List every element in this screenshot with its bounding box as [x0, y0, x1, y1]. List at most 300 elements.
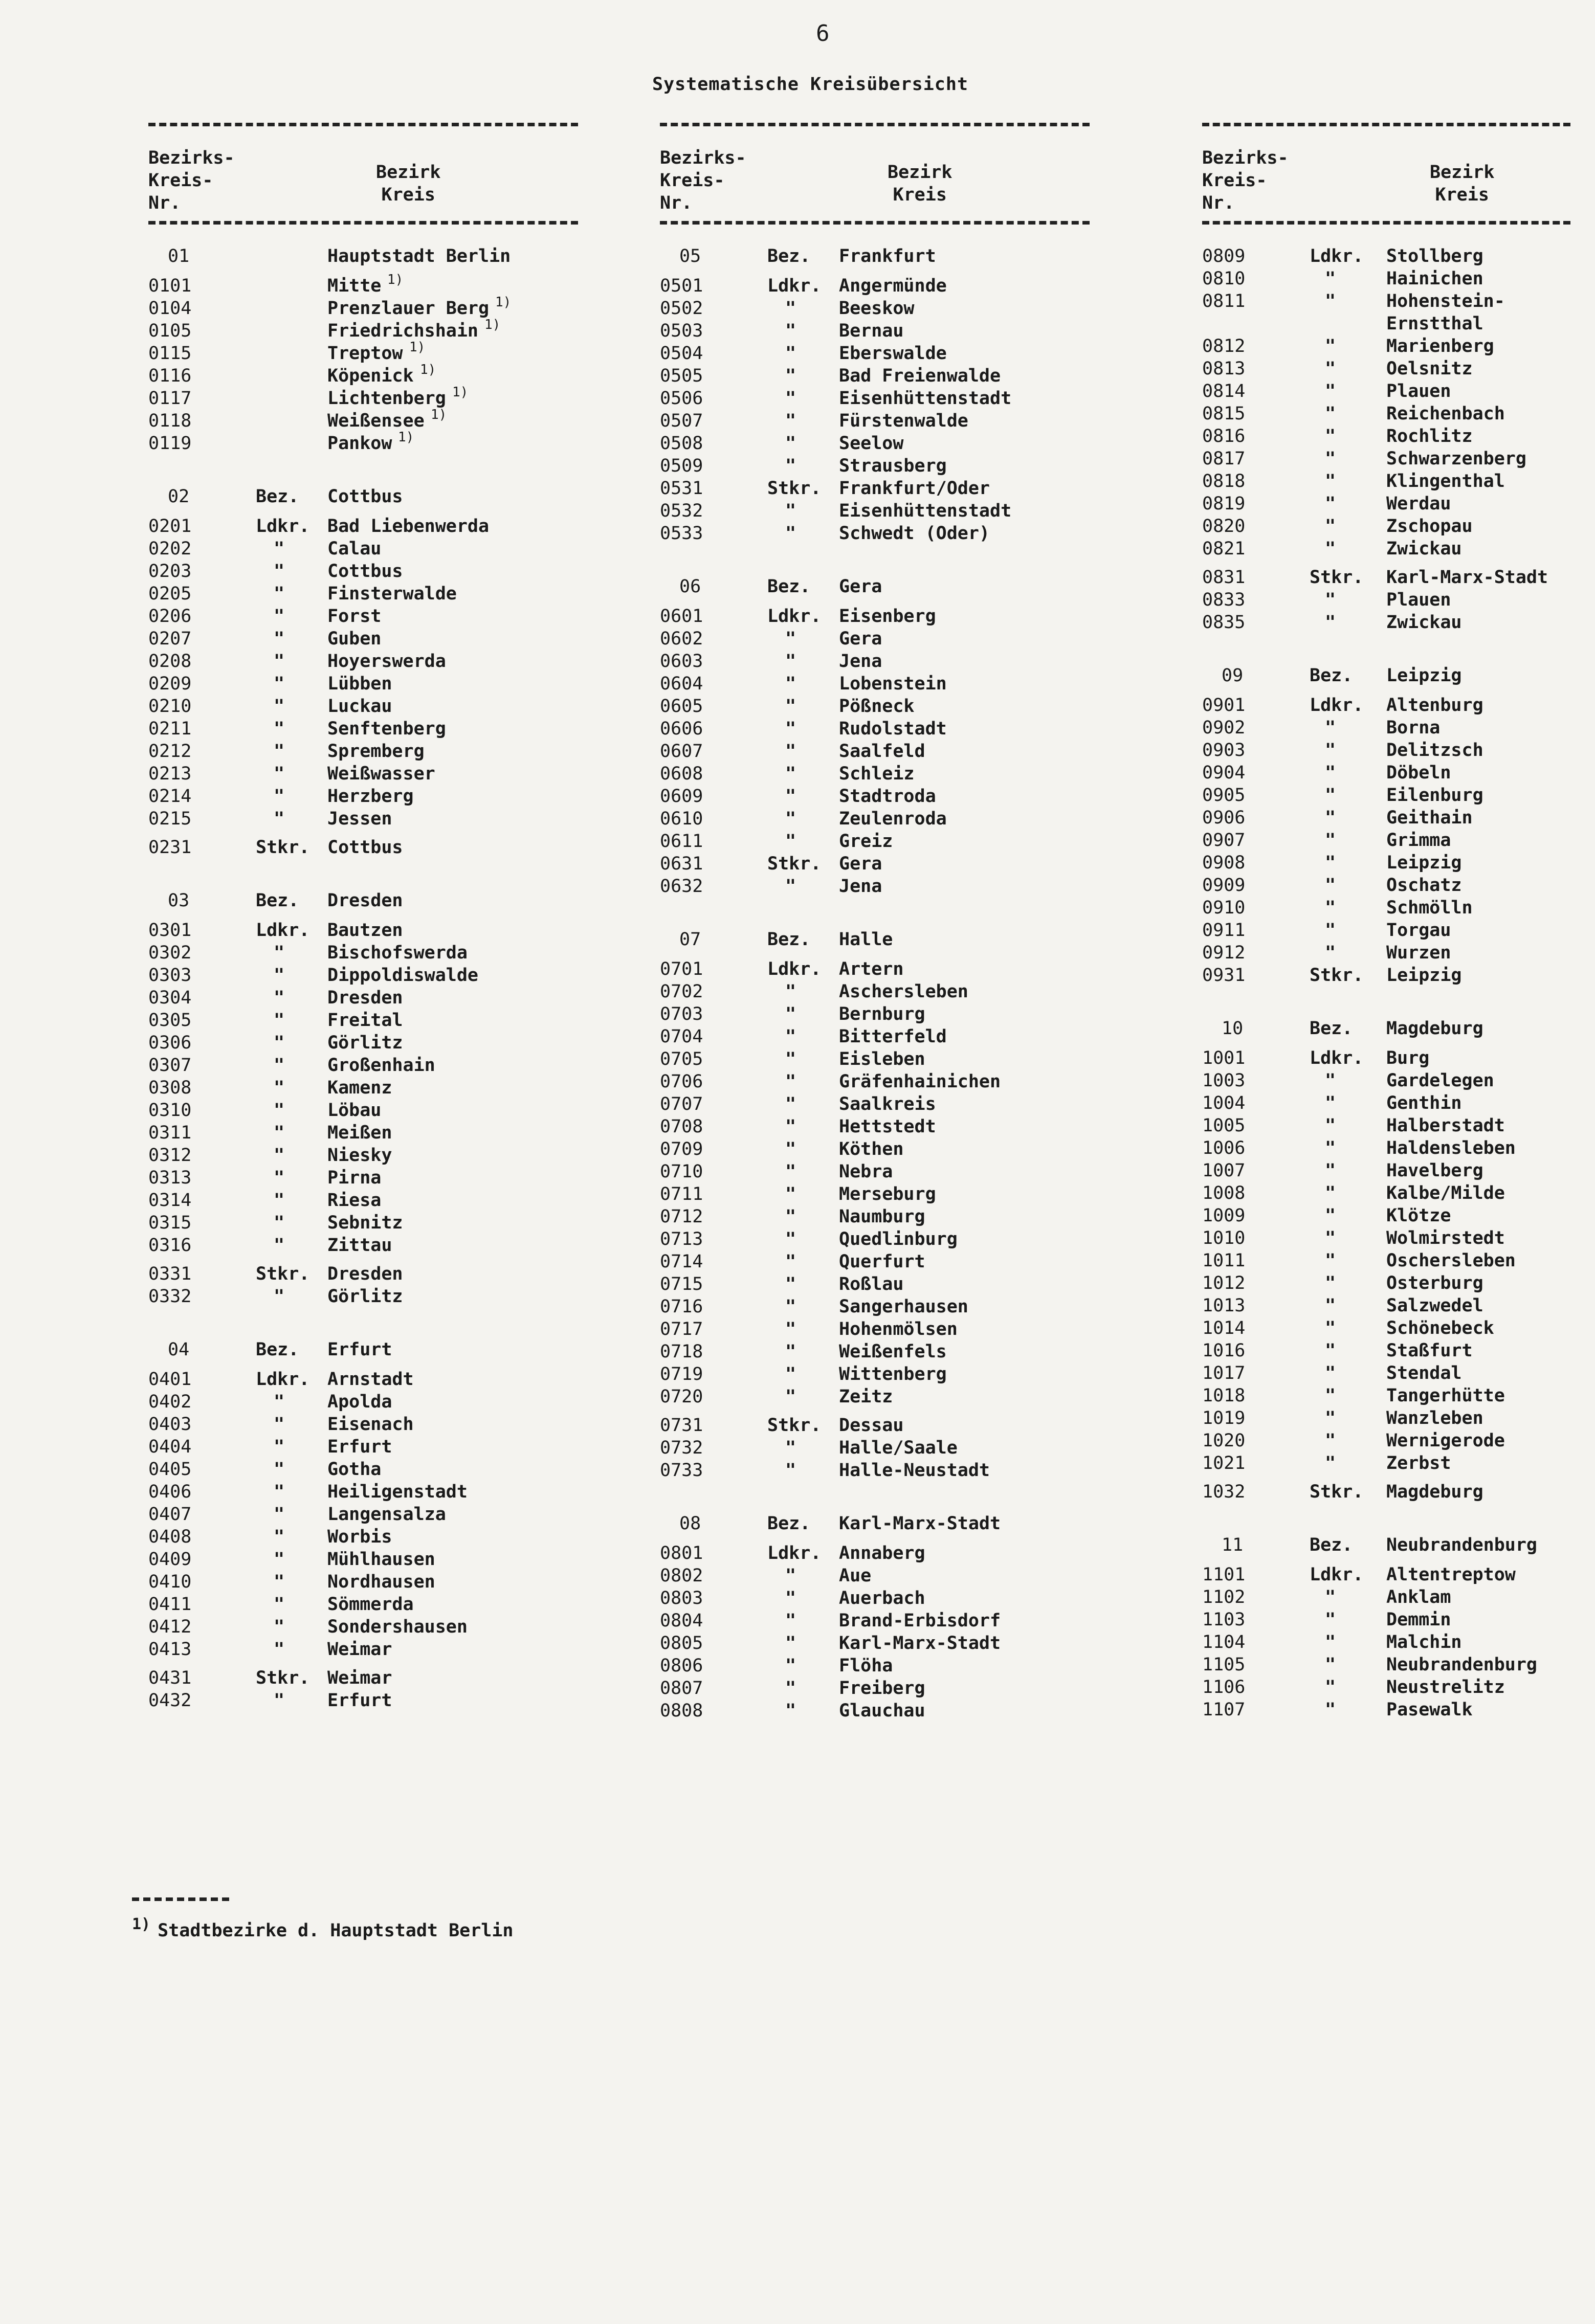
district-type: Ldkr. [256, 920, 310, 941]
district-type: " [785, 1139, 796, 1159]
district-code: 0907 [1202, 830, 1246, 851]
district-name: Karl-Marx-Stadt [839, 1513, 1001, 1534]
district-name: Treptow [327, 343, 403, 364]
district-name: Eisenhüttenstadt [839, 388, 1012, 409]
district-name: Werdau [1386, 494, 1451, 514]
district-name: Brand-Erbisdorf [839, 1611, 1001, 1631]
district-code: 0203 [148, 561, 192, 582]
district-code: 02 [168, 486, 190, 507]
district-name: Karl-Marx-Stadt [1386, 567, 1548, 588]
district-name: Staßfurt [1386, 1340, 1473, 1361]
district-code: 0606 [660, 719, 703, 739]
district-name: Pasewalk [1386, 1700, 1473, 1720]
district-type: " [1325, 1677, 1336, 1697]
district-name: Pirna [327, 1168, 382, 1188]
district-code: 0601 [660, 606, 703, 627]
district-code: 0733 [660, 1460, 703, 1481]
district-type: " [785, 1094, 796, 1114]
district-name: Guben [327, 629, 382, 649]
district-code: 0909 [1202, 875, 1246, 896]
kreis-row [660, 605, 1090, 628]
kreis-row [1202, 1047, 1570, 1069]
district-name: Zwickau [1386, 539, 1462, 559]
district-code: 0608 [660, 764, 703, 784]
district-type: " [785, 786, 796, 807]
kreis-row [660, 1003, 1090, 1025]
district-type: " [1325, 1160, 1336, 1181]
district-code: 1106 [1202, 1677, 1246, 1697]
kreis-row [148, 740, 578, 763]
district-code: 0731 [660, 1415, 703, 1436]
kreis-row [660, 808, 1090, 830]
kreis-row [1202, 874, 1570, 897]
kreis-row [660, 522, 1090, 545]
kreis-row [1202, 1362, 1570, 1384]
district-type: " [274, 1123, 285, 1143]
district-code: 0807 [660, 1678, 703, 1699]
kreis-row [1202, 611, 1570, 634]
district-code: 0706 [660, 1071, 703, 1092]
district-type: " [274, 764, 285, 784]
district-type: Stkr. [767, 1415, 822, 1436]
kreis-row [660, 1437, 1090, 1459]
kreis-row [148, 1032, 578, 1054]
district-type: " [1325, 1610, 1336, 1630]
bezirk-row [660, 245, 1090, 267]
district-type: " [785, 321, 796, 341]
district-code: 0307 [148, 1055, 192, 1076]
footnote-reference: 1) [387, 272, 404, 287]
district-name: Schwedt (Oder) [839, 523, 990, 544]
district-code: 0431 [148, 1668, 192, 1688]
district-name: Gotha [327, 1459, 382, 1480]
district-name: Leipzig [1386, 965, 1462, 986]
district-name: Wernigerode [1386, 1431, 1505, 1451]
kreis-row [660, 1459, 1090, 1482]
bezirk-row [660, 1512, 1090, 1535]
kreis-row [660, 1565, 1090, 1587]
district-code: 1107 [1202, 1700, 1246, 1720]
district-type: " [785, 651, 796, 672]
district-type: " [274, 1504, 285, 1525]
district-type: " [1325, 1318, 1336, 1338]
district-code: 1105 [1202, 1655, 1246, 1675]
district-name: Schwarzenberg [1386, 449, 1526, 469]
bezirk-row [148, 245, 578, 267]
district-code: 0231 [148, 837, 192, 858]
district-type: " [274, 809, 285, 829]
kreis-row [148, 808, 578, 830]
district-code: 0202 [148, 539, 192, 559]
kreis-row [1202, 1182, 1570, 1204]
kreis-row [148, 1099, 578, 1122]
kreis-row [148, 1144, 578, 1167]
district-type: Ldkr. [767, 1543, 822, 1563]
header-name-line: Bezirk [1430, 162, 1495, 183]
district-code: 01 [168, 246, 190, 266]
kreis-row [148, 1212, 578, 1234]
district-name: Sebnitz [327, 1213, 403, 1233]
district-name: Bernburg [839, 1004, 925, 1024]
district-code: 0809 [1202, 246, 1246, 266]
kreis-row [1202, 1563, 1570, 1586]
kreis-row [660, 1160, 1090, 1183]
district-code: 0503 [660, 321, 703, 341]
district-type: Ldkr. [767, 959, 822, 979]
kreis-row [1202, 1249, 1570, 1272]
district-name: Sondershausen [327, 1617, 468, 1637]
district-code: 0116 [148, 366, 192, 386]
district-code: 0711 [660, 1184, 703, 1204]
district-code: 0804 [660, 1611, 703, 1631]
kreis-row [660, 1587, 1090, 1610]
district-code: 03 [168, 890, 190, 911]
kreis-row [1202, 1272, 1570, 1294]
footnote-rule [132, 1897, 229, 1901]
district-code: 0816 [1202, 426, 1246, 446]
district-code: 0501 [660, 276, 703, 296]
district-code: 0314 [148, 1190, 192, 1211]
header-name-label [1430, 161, 1494, 206]
district-code: 1007 [1202, 1160, 1246, 1181]
kreis-row [660, 1025, 1090, 1048]
kreis-row [148, 1638, 578, 1661]
kreis-row [660, 387, 1090, 410]
district-name: Zeulenroda [839, 809, 947, 829]
district-name: Gera [839, 629, 882, 649]
kreis-row [148, 1122, 578, 1144]
kreis-row [148, 836, 578, 859]
district-type: " [785, 1319, 796, 1339]
kreis-row [660, 320, 1090, 342]
district-name: Plauen [1386, 590, 1451, 610]
kreis-row [148, 673, 578, 695]
district-name: Frankfurt/Oder [839, 478, 990, 499]
kreis-row [148, 695, 578, 718]
header-rule-top [1202, 123, 1570, 126]
district-type: Stkr. [1310, 1482, 1364, 1502]
district-type: " [785, 1161, 796, 1182]
district-code: 1017 [1202, 1363, 1246, 1383]
district-code: 0205 [148, 584, 192, 604]
district-code: 0817 [1202, 449, 1246, 469]
district-type: " [785, 1004, 796, 1024]
kreis-row [148, 1689, 578, 1712]
district-code: 0508 [660, 433, 703, 454]
district-type: " [274, 584, 285, 604]
district-type: " [274, 1639, 285, 1660]
district-name: Zwickau [1386, 612, 1462, 633]
district-code: 1019 [1202, 1408, 1246, 1428]
footnote-reference: 1) [409, 340, 426, 355]
kreis-row [660, 1205, 1090, 1228]
district-code: 0806 [660, 1656, 703, 1676]
bezirk-row [148, 889, 578, 912]
district-code: 1011 [1202, 1250, 1246, 1271]
district-type: " [785, 1633, 796, 1653]
district-code: 0602 [660, 629, 703, 649]
district-type: " [1325, 359, 1336, 379]
district-name: Aschersleben [839, 981, 968, 1002]
kreis-row [660, 1363, 1090, 1386]
district-name: Löbau [327, 1100, 382, 1121]
kreis-row [660, 275, 1090, 297]
kreis-row [660, 1700, 1090, 1722]
district-name: Seelow [839, 433, 904, 454]
district-name: Spremberg [327, 741, 425, 762]
kreis-row [660, 1655, 1090, 1677]
kreis-row [1202, 493, 1570, 515]
district-name: Senftenberg [327, 719, 446, 739]
district-type: Ldkr. [1310, 695, 1364, 716]
column-2 [660, 123, 1090, 1722]
kreis-row [148, 919, 578, 942]
district-name: Halle/Saale [839, 1438, 958, 1458]
district-name: Neubrandenburg [1386, 1655, 1538, 1675]
district-name: Hoyerswerda [327, 651, 446, 672]
district-type: Bez. [767, 576, 811, 597]
district-type: " [274, 629, 285, 649]
district-name: Angermünde [839, 276, 947, 296]
district-type: " [274, 1482, 285, 1502]
district-code: 1013 [1202, 1295, 1246, 1316]
district-code: 0412 [148, 1617, 192, 1637]
header-rule-top [660, 123, 1090, 126]
district-code: 0715 [660, 1274, 703, 1294]
district-name: Artern [839, 959, 904, 979]
district-name: Worbis [327, 1527, 392, 1547]
district-type: Ldkr. [256, 516, 310, 537]
kreis-row [660, 1632, 1090, 1655]
kreis-row [660, 673, 1090, 695]
district-name: Plauen [1386, 381, 1451, 401]
district-name: Neubrandenburg [1386, 1535, 1538, 1555]
kreis-row [148, 1571, 578, 1593]
district-name: Nebra [839, 1161, 893, 1182]
kreis-row [660, 1610, 1090, 1632]
district-code: 0717 [660, 1319, 703, 1339]
district-name: Köthen [839, 1139, 904, 1159]
kreis-row [148, 942, 578, 964]
district-name: Demmin [1386, 1610, 1451, 1630]
kreis-row [1202, 762, 1570, 784]
district-type: Bez. [767, 1513, 811, 1534]
district-name: Dresden [327, 1264, 403, 1284]
district-code: 0812 [1202, 336, 1246, 356]
district-code: 0214 [148, 786, 192, 807]
district-name: Altenburg [1386, 695, 1483, 716]
district-name: Anklam [1386, 1587, 1451, 1607]
kreis-row [148, 785, 578, 808]
kreis-row [148, 1285, 578, 1308]
district-type: " [1325, 404, 1336, 424]
district-code: 0811 [1202, 291, 1246, 311]
district-name: Wolmirstedt [1386, 1228, 1505, 1248]
district-code: 0303 [148, 965, 192, 986]
kreis-row [1202, 515, 1570, 538]
kreis-row [660, 1048, 1090, 1070]
district-type: " [785, 1229, 796, 1249]
district-code: 1016 [1202, 1340, 1246, 1361]
footnote [132, 1915, 514, 1941]
kreis-row [148, 1077, 578, 1099]
district-type: Bez. [1310, 1535, 1353, 1555]
district-name: Luckau [327, 696, 392, 717]
district-name: Nordhausen [327, 1572, 435, 1592]
district-code: 0605 [660, 696, 703, 717]
footnote-mark: 1) [132, 1915, 151, 1933]
kreis-row [148, 407, 578, 432]
kreis-row [1202, 425, 1570, 448]
district-name: Oschersleben [1386, 1250, 1516, 1271]
district-code: 1101 [1202, 1565, 1246, 1585]
district-type: " [785, 629, 796, 649]
kreis-row [660, 1183, 1090, 1205]
kreis-row [1202, 897, 1570, 919]
district-type: Stkr. [256, 1264, 310, 1284]
district-type: " [785, 809, 796, 829]
kreis-row [1202, 1092, 1570, 1114]
district-type: " [1325, 1273, 1336, 1293]
district-type: " [274, 1617, 285, 1637]
district-name: Niesky [327, 1145, 392, 1166]
kreis-row [1202, 1429, 1570, 1452]
district-code: 0213 [148, 764, 192, 784]
district-code: 0208 [148, 651, 192, 672]
district-code: 0432 [148, 1690, 192, 1711]
district-code: 0215 [148, 809, 192, 829]
district-code: 1032 [1202, 1482, 1246, 1502]
column-3 [1202, 123, 1570, 1721]
district-type: " [1325, 1205, 1336, 1226]
district-name: Osterburg [1386, 1273, 1483, 1293]
district-name: Mitte [327, 276, 382, 296]
district-type: " [785, 1026, 796, 1047]
district-name: Leipzig [1386, 853, 1462, 873]
district-code: 0815 [1202, 404, 1246, 424]
kreis-row [1202, 1114, 1570, 1137]
district-code: 0732 [660, 1438, 703, 1458]
district-code: 0705 [660, 1049, 703, 1069]
district-type: " [1325, 291, 1336, 311]
district-name: Riesa [327, 1190, 382, 1211]
district-name: Jena [839, 651, 882, 672]
district-type: " [274, 741, 285, 762]
district-type: " [785, 1116, 796, 1137]
kreis-row [148, 1368, 578, 1391]
district-type: " [785, 1460, 796, 1481]
district-code: 0401 [148, 1369, 192, 1390]
kreis-row [148, 1458, 578, 1481]
district-name: Leipzig [1386, 665, 1462, 686]
district-code: 10 [1222, 1018, 1244, 1039]
district-code: 0911 [1202, 920, 1246, 941]
district-type: " [1325, 1070, 1336, 1091]
footnote-reference: 1) [484, 317, 501, 332]
district-code: 1103 [1202, 1610, 1246, 1630]
header-name-label [376, 161, 440, 206]
kreis-row [1202, 1384, 1570, 1407]
district-type: " [274, 1414, 285, 1435]
kreis-row [660, 500, 1090, 522]
district-code: 07 [679, 929, 701, 950]
kreis-row [1202, 290, 1570, 312]
district-name: Ernstthal [1386, 314, 1483, 334]
kreis-row [1202, 1608, 1570, 1631]
kreis-row [1202, 1586, 1570, 1608]
district-type: Ldkr. [1310, 1565, 1364, 1585]
district-code: 1008 [1202, 1183, 1246, 1203]
district-code: 0305 [148, 1010, 192, 1031]
district-type: " [785, 1387, 796, 1407]
district-type: " [785, 523, 796, 544]
district-type: " [785, 1297, 796, 1317]
district-type: " [1325, 943, 1336, 963]
district-type: " [785, 1588, 796, 1608]
district-code: 0509 [660, 456, 703, 476]
kreis-row [1202, 470, 1570, 493]
kreis-row [148, 964, 578, 987]
header-name-line: Bezirk [888, 162, 952, 183]
district-code: 0835 [1202, 612, 1246, 633]
district-code: 0413 [148, 1639, 192, 1660]
district-name: Arnstadt [327, 1369, 414, 1390]
footnote-reference: 1) [420, 362, 436, 377]
district-name: Salzwedel [1386, 1295, 1483, 1316]
district-type: " [785, 1342, 796, 1362]
kreis-row [660, 1542, 1090, 1565]
district-name: Hauptstadt Berlin [327, 246, 511, 266]
header-number-label [148, 147, 235, 214]
district-code: 1104 [1202, 1632, 1246, 1652]
kreis-row [660, 297, 1090, 320]
kreis-row [660, 1228, 1090, 1250]
kreis-row [1202, 403, 1570, 425]
district-name: Auerbach [839, 1588, 925, 1608]
kreis-row [148, 1616, 578, 1638]
kreis-row [148, 272, 578, 297]
kreis-row [148, 1503, 578, 1526]
district-type: " [1325, 1340, 1336, 1361]
district-code: 0710 [660, 1161, 703, 1182]
district-name: Hohenmölsen [839, 1319, 958, 1339]
kreis-row [660, 477, 1090, 500]
district-code: 0315 [148, 1213, 192, 1233]
kreis-row [1202, 1452, 1570, 1474]
district-type: " [785, 1184, 796, 1204]
bezirk-row [660, 575, 1090, 598]
district-type: " [1325, 1453, 1336, 1473]
district-type: " [785, 876, 796, 897]
district-name: Lichtenberg [327, 388, 446, 409]
district-name: Hainichen [1386, 269, 1483, 289]
district-code: 0912 [1202, 943, 1246, 963]
district-type: " [785, 1438, 796, 1458]
kreis-row [660, 1318, 1090, 1340]
district-name: Karl-Marx-Stadt [839, 1633, 1001, 1653]
district-code: 0603 [660, 651, 703, 672]
district-name: Zeitz [839, 1387, 893, 1407]
district-type: " [274, 1392, 285, 1412]
district-type: " [1325, 1183, 1336, 1203]
district-code: 0904 [1202, 763, 1246, 783]
district-type: " [1325, 808, 1336, 828]
district-type: " [785, 741, 796, 762]
district-code: 0117 [148, 388, 192, 409]
district-name: Gera [839, 854, 882, 874]
district-name: Langensalza [327, 1504, 446, 1525]
kreis-row [148, 515, 578, 538]
